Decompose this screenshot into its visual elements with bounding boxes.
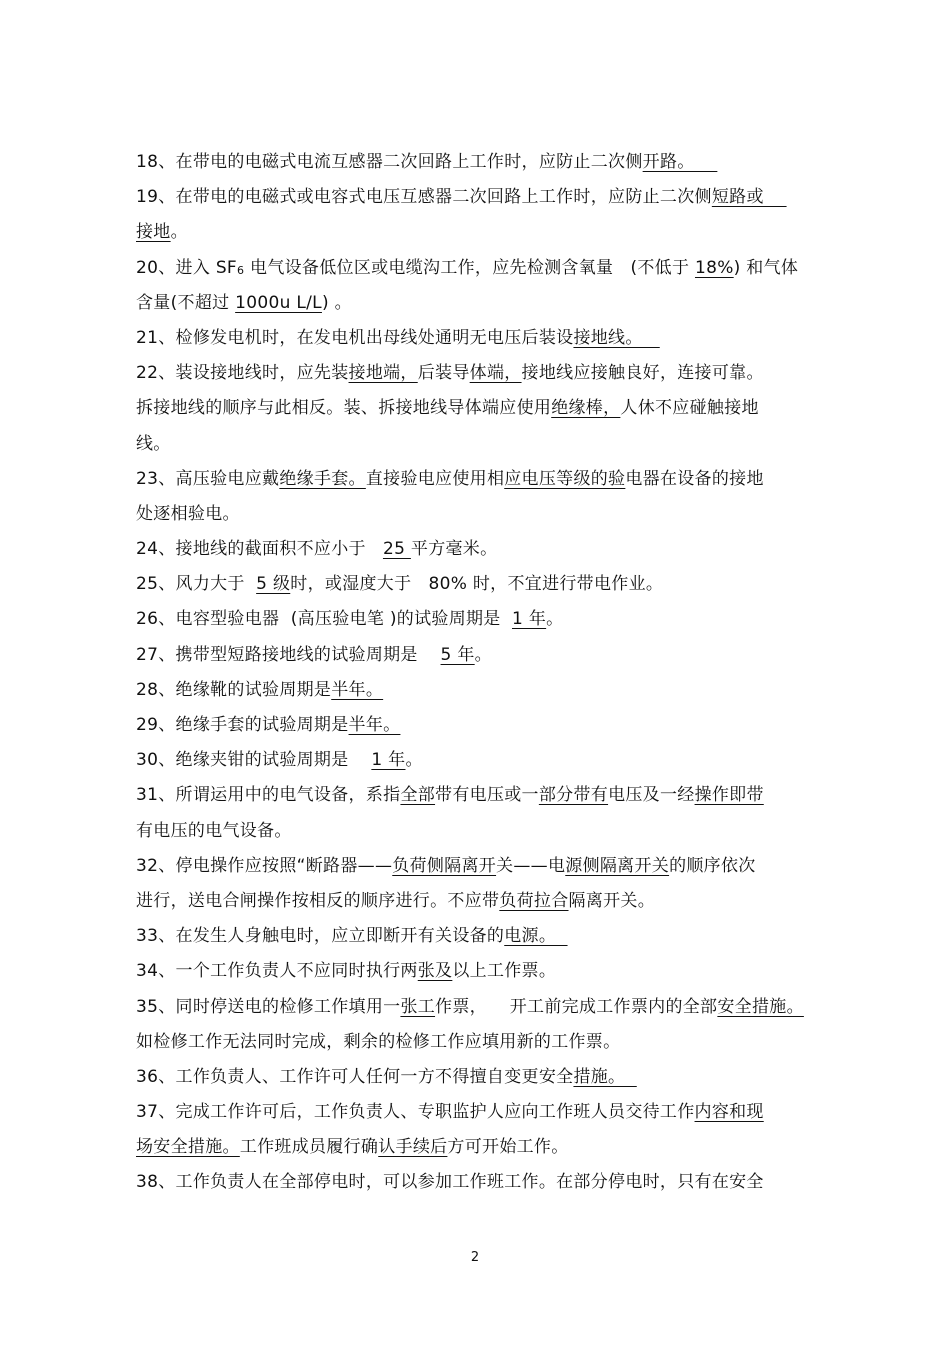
text-line: [136, 289, 836, 324]
text-run: 34、一个工作负责人不应同时执行两: [136, 961, 418, 982]
text-run: 33、在发生人身触电时，应立即断开有关设备的: [136, 926, 505, 947]
text-line: [136, 922, 836, 957]
text-run: 电气设备低位区或电缆沟工作，应先检测含氧量 (不低于: [244, 257, 695, 278]
text-run: 工作班成员履行确: [239, 1137, 379, 1158]
answer-blank: 接地端，: [348, 363, 418, 384]
text-run: 29、绝缘手套的试验周期是: [136, 715, 349, 735]
answer-blank: 18%: [694, 257, 734, 278]
text-line: [136, 218, 836, 253]
text-run: 。: [546, 609, 564, 630]
text-line: [136, 993, 836, 1028]
answer-blank: 开路。: [642, 152, 718, 172]
text-run: 电压及一经: [608, 785, 695, 806]
text-line: [136, 781, 836, 816]
text-run: 38、工作负责人在全部停电时，可以参加工作班工作。在部分停电时，只有在安全: [136, 1172, 764, 1193]
text-run: 人休不应碰触接地: [620, 398, 759, 419]
text-line: [136, 887, 836, 922]
answer-blank: 电源。: [504, 926, 568, 947]
answer-blank: 张工: [400, 996, 436, 1017]
text-line: [136, 852, 836, 887]
text-run: 30、绝缘夹钳的试验周期是: [136, 750, 372, 771]
text-run: 直接验电应使用相: [365, 468, 505, 489]
text-run: 19、在带电的电磁式或电容式电压互感器二次回路上工作时，应防止二次侧: [136, 187, 712, 208]
text-run: 含量(不超过: [136, 292, 236, 313]
answer-blank: 负荷侧隔离开: [392, 855, 497, 876]
text-run: 关——电: [496, 855, 566, 876]
text-line: [136, 570, 836, 605]
text-run: 25、风力大于: [136, 574, 257, 595]
text-run: 方可开始工作。: [447, 1137, 569, 1158]
text-run: 接地线应接触良好，连接可靠。: [521, 363, 764, 384]
text-run: 线。: [136, 433, 171, 454]
text-line: [136, 957, 836, 992]
text-line: [136, 1063, 836, 1098]
text-run: 时，或湿度大于 80% 时，不宜进行带电作业。: [290, 574, 664, 595]
text-run: 21、检修发电机时，在发电机出母线处通明无电压后装设: [136, 327, 574, 348]
text-run: 35、同时停送电的检修工作填用一: [136, 996, 401, 1017]
page-number: 2: [470, 1250, 480, 1265]
text-run: 27、携带型短路接地线的试验周期是: [136, 644, 441, 665]
text-run: 28、绝缘靴的试验周期是: [136, 679, 332, 700]
answer-blank: 半年。: [348, 715, 401, 735]
text-line: [136, 394, 836, 429]
text-run: 后装导: [417, 363, 470, 384]
document-body: [136, 148, 836, 1204]
text-line: [136, 641, 836, 676]
answer-blank: 安全措施。: [717, 996, 804, 1017]
text-line: [136, 535, 836, 570]
answer-blank: 体端，: [469, 363, 522, 384]
text-line: [136, 359, 836, 394]
text-run: 37、完成工作许可后，工作负责人、专职监护人应向工作班人员交待工作: [136, 1102, 695, 1123]
text-run: 拆接地线的顺序与此相反。装、拆接地线导体端应使用: [136, 398, 552, 419]
answer-blank: 源侧隔离开关: [565, 855, 670, 876]
answer-blank: 措施。: [573, 1066, 637, 1087]
answer-blank: 认手续后: [378, 1137, 448, 1158]
text-run: 24、接地线的截面积不应小于: [136, 539, 383, 560]
answer-blank: 张及: [417, 961, 453, 982]
answer-blank: 部分带有: [538, 785, 609, 806]
text-line: [136, 465, 836, 500]
text-run: 带有电压或一: [435, 785, 539, 806]
answer-blank: 25: [382, 539, 411, 560]
answer-blank: 1000u L/L: [235, 292, 322, 313]
text-run: 18、在带电的电磁式电流互感器二次回路上工作时，应防止二次侧: [136, 152, 643, 172]
text-run: 处逐相验电。: [136, 503, 240, 524]
answer-blank: 1 年: [371, 750, 406, 771]
text-line: [136, 1098, 836, 1133]
text-run: 20、进入 SF: [136, 257, 238, 278]
answer-blank: 1 年: [512, 609, 547, 630]
answer-blank: 负荷拉合: [499, 890, 569, 911]
text-line: [136, 746, 836, 781]
text-line: [136, 254, 836, 289]
text-run: 23、高压验电应戴: [136, 468, 280, 489]
text-run: 如检修工作无法同时完成，剩余的检修工作应填用新的工作票。: [136, 1031, 621, 1052]
text-run: 36、工作负责人、工作许可人任何一方不得擅自变更安全: [136, 1066, 574, 1087]
text-run: 。: [405, 750, 423, 771]
answer-blank: 5 年: [440, 644, 475, 665]
text-run: 的顺序依次: [669, 855, 756, 876]
text-line: [136, 676, 836, 711]
answer-blank: 5 级: [256, 574, 291, 595]
answer-blank: 接地: [136, 222, 171, 243]
text-run: 隔离开关。: [568, 890, 656, 911]
text-run: 以上工作票。: [452, 961, 557, 982]
answer-blank: 绝缘手套。: [279, 468, 366, 489]
text-run: 31、所谓运用中的电气设备，系指: [136, 785, 401, 806]
text-line: [136, 711, 836, 746]
answer-blank: 全部: [400, 785, 436, 806]
text-run: 。: [474, 644, 492, 665]
text-line: [136, 1133, 836, 1168]
answer-blank: 短路或: [711, 187, 787, 208]
text-run: ) 和气体: [733, 257, 799, 278]
answer-blank: 绝缘棒，: [551, 398, 621, 419]
text-run: 进行，送电合闸操作按相反的顺序进行。不应带: [136, 890, 500, 911]
text-line: [136, 500, 836, 535]
text-line: [136, 430, 836, 465]
text-line: [136, 324, 836, 359]
answer-blank: 场安全措施。: [136, 1137, 240, 1158]
text-line: [136, 817, 836, 852]
text-line: [136, 605, 836, 640]
text-line: [136, 183, 836, 218]
text-run: 电器在设备的接地: [625, 468, 764, 489]
text-line: [136, 1028, 836, 1063]
text-run: ) 。: [321, 292, 352, 313]
answer-blank: 半年。: [331, 679, 384, 700]
answer-blank: 操作即带: [694, 785, 764, 806]
answer-blank: 应电压等级的验: [504, 468, 626, 489]
text-run: 26、电容型验电器 (高压验电笔 )的试验周期是: [136, 609, 513, 630]
subscript: 6: [237, 263, 245, 277]
text-run: 22、装设接地线时，应先装: [136, 363, 349, 384]
answer-blank: 内容和现: [694, 1102, 764, 1123]
text-line: [136, 1168, 836, 1203]
text-run: 。: [170, 222, 188, 243]
text-run: 有电压的电气设备。: [136, 820, 292, 841]
text-line: [136, 148, 836, 183]
text-run: 32、停电操作应按照“断路器——: [136, 855, 393, 876]
text-run: 作票， 开工前完成工作票内的全部: [435, 996, 718, 1017]
text-run: 平方毫米。: [410, 539, 498, 560]
answer-blank: 接地线。: [573, 327, 660, 348]
